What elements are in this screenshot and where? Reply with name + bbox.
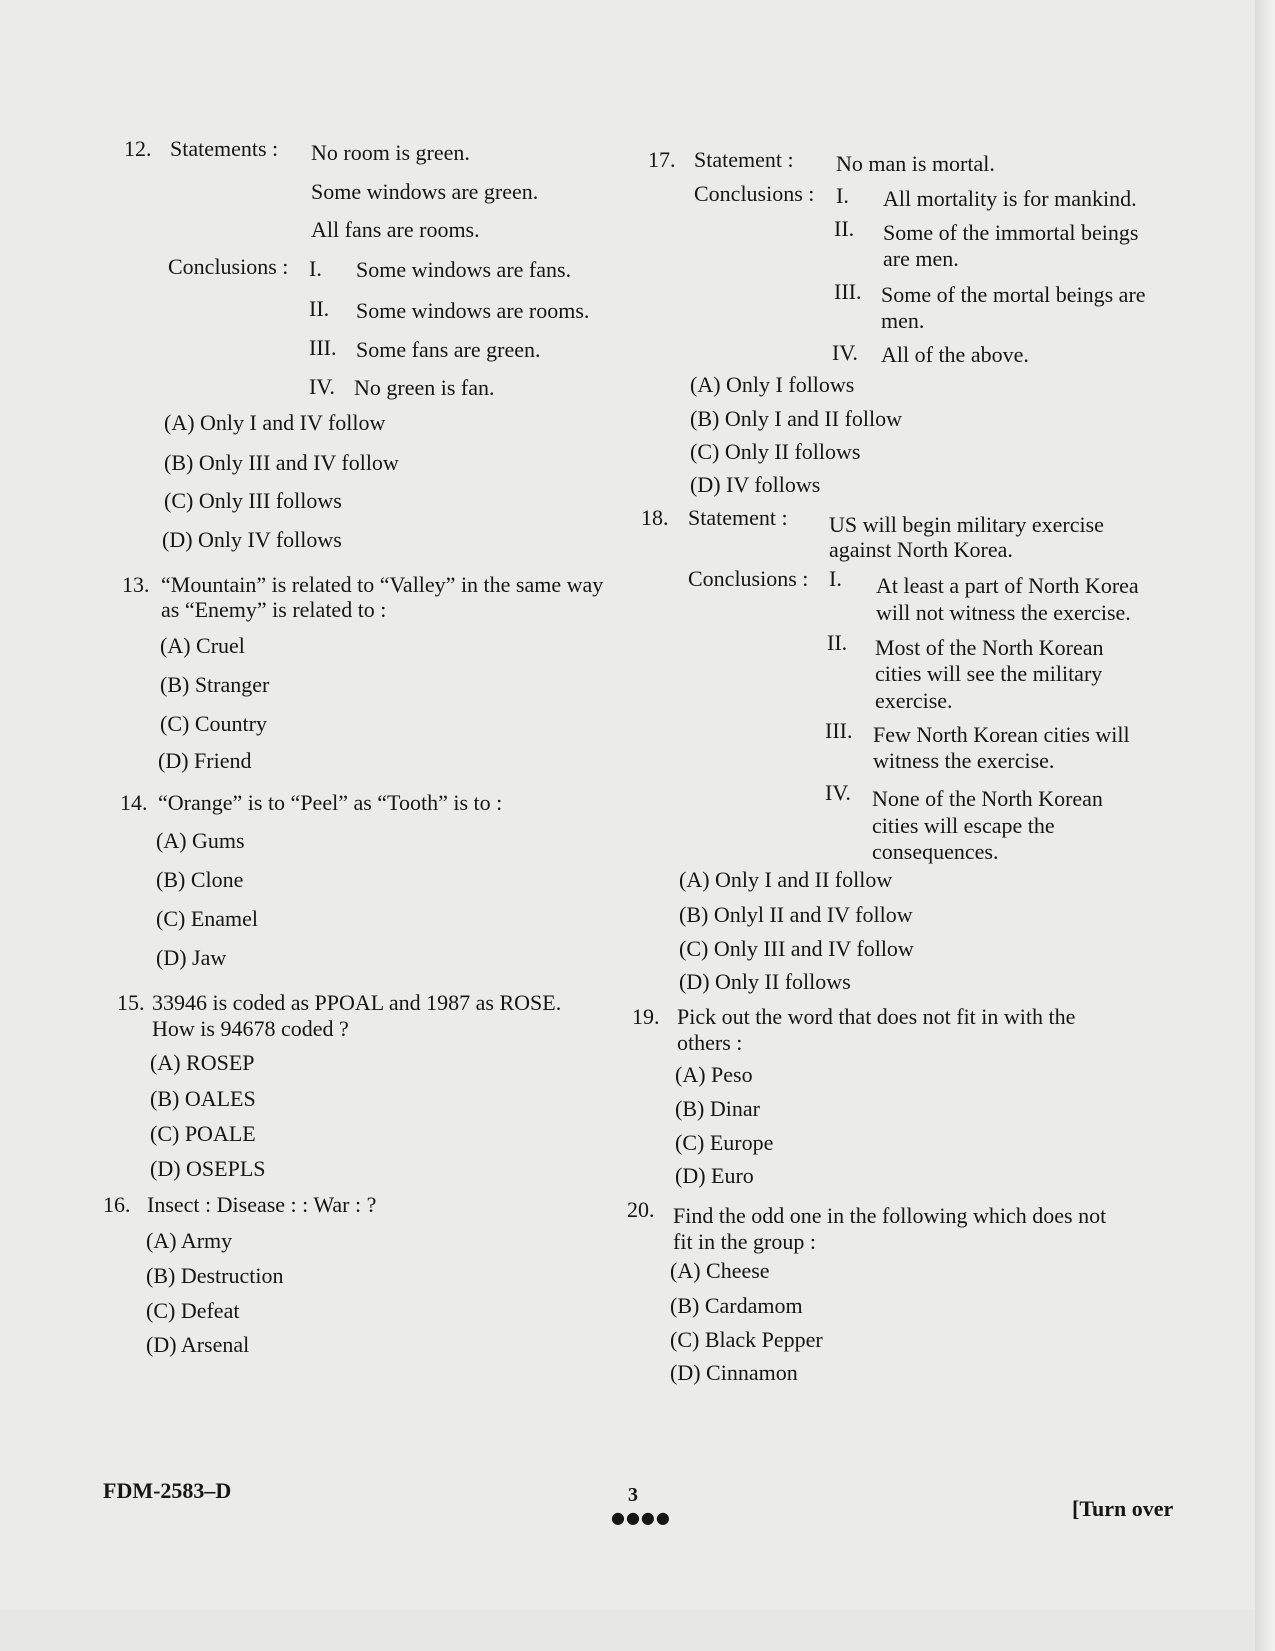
- option-c[interactable]: (C) Only III follows: [164, 488, 342, 513]
- conclusions-label: Conclusions :: [688, 566, 809, 591]
- conclusion-text: are men.: [883, 246, 959, 271]
- question-text: 33946 is coded as PPOAL and 1987 as ROSE.: [152, 990, 562, 1015]
- conclusion-text: No green is fan.: [354, 375, 495, 400]
- option-a[interactable]: (A) Only I follows: [690, 372, 855, 397]
- question-text: How is 94678 coded ?: [152, 1016, 349, 1041]
- question-text: “Mountain” is related to “Valley” in the same way: [161, 572, 604, 597]
- option-c[interactable]: (C) POALE: [150, 1121, 256, 1146]
- paper-code: FDM-2583–D: [103, 1478, 232, 1503]
- statement-line: US will begin military exercise: [829, 512, 1104, 537]
- question-text: as “Enemy” is related to :: [161, 597, 387, 622]
- paper-edge: [1255, 0, 1275, 1651]
- conclusion-text: cities will see the military: [875, 661, 1103, 686]
- question-text: others :: [677, 1030, 743, 1055]
- statement-line: Some windows are green.: [311, 179, 539, 204]
- option-b[interactable]: (B) Cardamom: [670, 1293, 803, 1318]
- conclusion-text: Some windows are fans.: [356, 257, 572, 282]
- statement-line: No room is green.: [311, 140, 470, 165]
- conclusion-number: III.: [834, 279, 862, 304]
- question-number: 15.: [117, 990, 145, 1015]
- statement-label: Statement :: [694, 147, 794, 172]
- conclusion-text: will not witness the exercise.: [876, 600, 1131, 625]
- option-b[interactable]: (B) Destruction: [146, 1263, 284, 1288]
- conclusion-number: I.: [829, 566, 842, 591]
- statements-label: Statements :: [170, 136, 279, 161]
- statement-line: No man is mortal.: [836, 151, 995, 176]
- option-c[interactable]: (C) Defeat: [146, 1298, 240, 1323]
- option-d[interactable]: (D) Arsenal: [146, 1332, 250, 1357]
- option-b[interactable]: (B) Only III and IV follow: [164, 450, 399, 475]
- option-b[interactable]: (B) OALES: [150, 1086, 256, 1111]
- option-a[interactable]: (A) Only I and II follow: [679, 867, 893, 892]
- conclusion-text: At least a part of North Korea: [876, 573, 1139, 598]
- option-d[interactable]: (D) Cinnamon: [670, 1360, 798, 1385]
- option-d[interactable]: (D) Only II follows: [679, 969, 851, 994]
- option-c[interactable]: (C) Country: [160, 711, 267, 736]
- question-number: 18.: [641, 505, 669, 530]
- conclusions-label: Conclusions :: [168, 254, 289, 279]
- conclusion-number: I.: [309, 256, 322, 281]
- option-c[interactable]: (C) Europe: [675, 1130, 774, 1155]
- statement-line: against North Korea.: [829, 537, 1013, 562]
- question-number: 14.: [120, 790, 148, 815]
- option-a[interactable]: (A) Peso: [675, 1062, 753, 1087]
- option-a[interactable]: (A) ROSEP: [150, 1050, 255, 1075]
- option-d[interactable]: (D) Jaw: [156, 945, 227, 970]
- statement-label: Statement :: [688, 505, 788, 530]
- option-b[interactable]: (B) Dinar: [675, 1096, 760, 1121]
- conclusion-number: IV.: [832, 340, 858, 365]
- option-d[interactable]: (D) IV follows: [690, 472, 821, 497]
- conclusion-number: III.: [309, 335, 337, 360]
- conclusion-text: Some of the immortal beings: [883, 220, 1139, 245]
- conclusion-text: Some windows are rooms.: [356, 298, 590, 323]
- option-c[interactable]: (C) Black Pepper: [670, 1327, 823, 1352]
- option-d[interactable]: (D) Euro: [675, 1163, 754, 1188]
- conclusion-text: men.: [881, 308, 925, 333]
- option-a[interactable]: (A) Army: [146, 1228, 233, 1253]
- page-number: 3: [628, 1484, 638, 1506]
- option-b[interactable]: (B) Onlyl II and IV follow: [679, 902, 913, 927]
- conclusion-text: Few North Korean cities will: [873, 722, 1130, 747]
- option-c[interactable]: (C) Only II follows: [690, 439, 861, 464]
- option-a[interactable]: (A) Gums: [156, 828, 245, 853]
- question-number: 13.: [122, 572, 150, 597]
- conclusion-number: I.: [836, 183, 849, 208]
- conclusion-number: II.: [309, 296, 330, 321]
- conclusion-text: Some of the mortal beings are: [881, 282, 1146, 307]
- question-number: 12.: [124, 136, 152, 161]
- question-number: 19.: [632, 1004, 660, 1029]
- option-b[interactable]: (B) Only I and II follow: [690, 406, 903, 431]
- conclusions-label: Conclusions :: [694, 181, 815, 206]
- question-text: Insect : Disease : : War : ?: [147, 1192, 377, 1217]
- conclusion-text: None of the North Korean: [872, 786, 1103, 811]
- option-d[interactable]: (D) Only IV follows: [162, 527, 342, 552]
- option-d[interactable]: (D) OSEPLS: [150, 1156, 266, 1181]
- conclusion-text: Most of the North Korean: [875, 635, 1104, 660]
- question-number: 20.: [627, 1197, 655, 1222]
- question-text: Find the odd one in the following which does not: [673, 1203, 1107, 1228]
- conclusion-text: cities will escape the: [872, 813, 1055, 838]
- option-b[interactable]: (B) Clone: [156, 867, 244, 892]
- conclusion-number: II.: [834, 216, 855, 241]
- option-a[interactable]: (A) Cheese: [670, 1258, 770, 1283]
- page-dots: ●●●●: [611, 1508, 671, 1527]
- option-d[interactable]: (D) Friend: [158, 748, 252, 773]
- option-a[interactable]: (A) Cruel: [160, 633, 245, 658]
- question-text: fit in the group :: [673, 1229, 816, 1254]
- option-b[interactable]: (B) Stranger: [160, 672, 270, 697]
- conclusion-text: Some fans are green.: [356, 337, 541, 362]
- conclusion-number: IV.: [825, 780, 851, 805]
- conclusion-text: exercise.: [875, 688, 953, 713]
- conclusion-number: II.: [827, 630, 848, 655]
- turn-over-label: [Turn over: [1072, 1496, 1174, 1521]
- option-a[interactable]: (A) Only I and IV follow: [164, 410, 386, 435]
- conclusion-number: IV.: [309, 374, 335, 399]
- conclusion-number: III.: [825, 718, 853, 743]
- question-text: “Orange” is to “Peel” as “Tooth” is to :: [158, 790, 503, 815]
- question-number: 17.: [648, 147, 676, 172]
- conclusion-text: consequences.: [872, 839, 999, 864]
- conclusion-text: All mortality is for mankind.: [883, 186, 1137, 211]
- option-c[interactable]: (C) Enamel: [156, 906, 259, 931]
- conclusion-text: witness the exercise.: [873, 748, 1055, 773]
- question-text: Pick out the word that does not fit in with the: [677, 1004, 1076, 1029]
- option-c[interactable]: (C) Only III and IV follow: [679, 936, 914, 961]
- statement-line: All fans are rooms.: [311, 217, 480, 242]
- conclusion-text: All of the above.: [881, 342, 1029, 367]
- question-number: 16.: [103, 1192, 131, 1217]
